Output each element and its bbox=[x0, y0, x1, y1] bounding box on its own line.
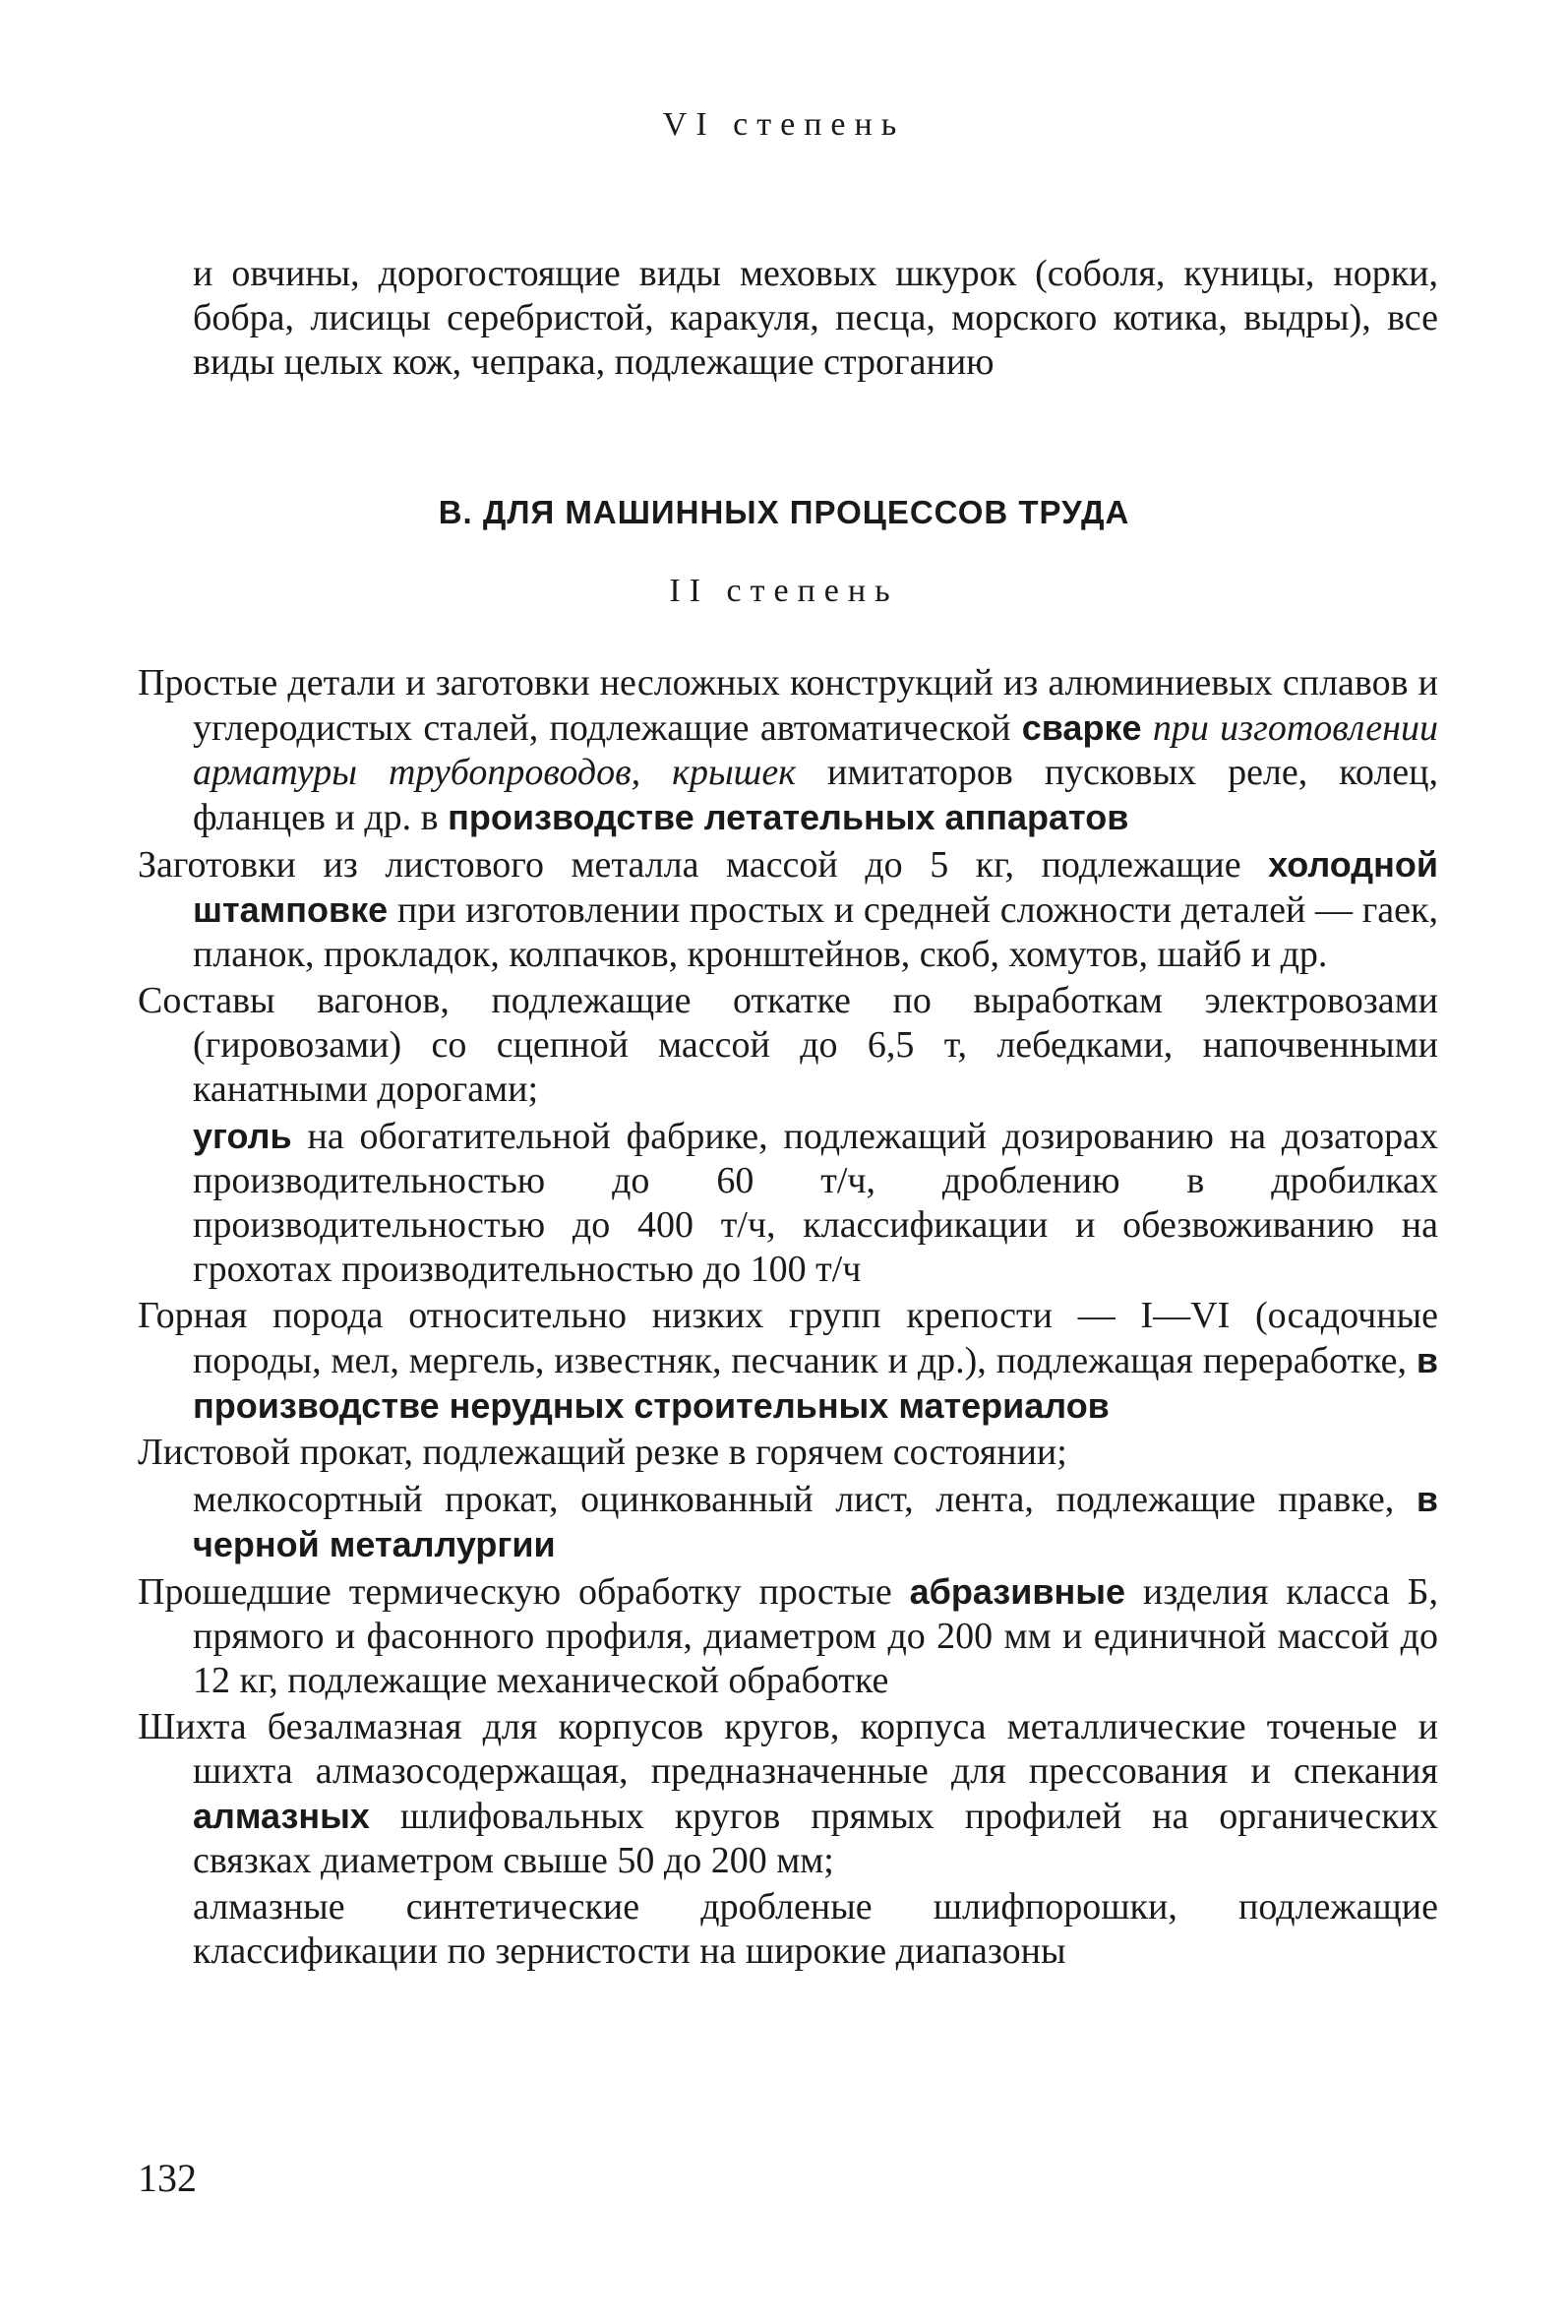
entry-text: Горная порода относительно низких групп крепости — I—VI (осадочные породы, мел, мергель, известняк, песчаник и др.), подлежащая переработке, bbox=[138, 1295, 1438, 1381]
entry-bold-term: алмазных bbox=[193, 1796, 370, 1836]
entry-text: мелкосортный прокат, оцинкованный лист, лента, подлежащие правке, bbox=[193, 1479, 1417, 1520]
entry-text: при изготовлении простых и средней сложности деталей — гаек, планок, прокладок, колпачков, кронштейнов, скоб, хомутов, шайб и др. bbox=[193, 889, 1438, 975]
entry-text: Заготовки из листового металла массой до 5 кг, подлежащие bbox=[138, 844, 1269, 886]
page-number: 132 bbox=[138, 2156, 197, 2200]
section-title: В. ДЛЯ МАШИННЫХ ПРОЦЕССОВ ТРУДА bbox=[438, 494, 1130, 530]
entry-text: Шихта безалмазная для корпусов кругов, корпуса металлические точеные и шихта алмазосодержащая, предназначенные для прессования и спекания bbox=[138, 1706, 1438, 1792]
entry-coal bbox=[138, 1114, 1438, 1292]
entry-bold-term: в черной металлургии bbox=[193, 1479, 1438, 1564]
entry-rock bbox=[138, 1294, 1438, 1429]
entry-charge bbox=[138, 1705, 1438, 1883]
degree-heading-vi: VI степень bbox=[662, 106, 906, 143]
entry-bold-term: сварке bbox=[1021, 707, 1142, 748]
entry-bold-term: абразивные bbox=[909, 1571, 1125, 1612]
entry-italic-text: при изготовлении арматуры трубопроводов, крышек bbox=[193, 707, 1438, 793]
entry-text: Составы вагонов, подлежащие откатке по выработкам электровозами (гировозами) со сцепной массой до 6,5 т, лебедками, напочвенными канатными дорогами; bbox=[138, 980, 1438, 1110]
entry-text: имитаторов пусковых реле, колец, фланцев и др. в bbox=[193, 752, 1439, 838]
entry-text: на обогатительной фабрике, подлежащий дозированию на дозаторах производительностью до 60 т/ч, дроблению в дробилках производительностью до 400 т/ч, классификации и обезвоживанию на грохотах производительностью до 100 т/ч bbox=[193, 1116, 1438, 1290]
entry-text: Простые детали и заготовки несложных конструкций из алюминиевых сплавов и углеродистых сталей, подлежащие автоматической bbox=[138, 662, 1438, 749]
entry-bold-term: в производстве нерудных строительных материалов bbox=[193, 1340, 1438, 1426]
entry-aircraft-welding bbox=[138, 661, 1438, 840]
entry-bold-term: холодной штамповке bbox=[193, 844, 1438, 930]
entry-text: изделия класса Б, прямого и фасонного профиля, диаметром до 200 мм и единичной массой до 12 кг, подлежащие механической обработке bbox=[193, 1571, 1438, 1701]
entries-list bbox=[138, 661, 1438, 1976]
entry-abrasive bbox=[138, 1569, 1438, 1703]
entry-sheet-rolling bbox=[138, 1431, 1438, 1475]
entry-diamond-powders bbox=[138, 1885, 1438, 1974]
entry-text: алмазные синтетические дробленые шлифпорошки, подлежащие классификации по зернистости на широкие диапазоны bbox=[193, 1886, 1438, 1972]
entry-small-section bbox=[138, 1477, 1438, 1567]
entry-text: Листовой прокат, подлежащий резке в горячем состоянии; bbox=[138, 1432, 1067, 1473]
entry-bold-term: производстве летательных аппаратов bbox=[448, 797, 1129, 837]
entry-text: Прошедшие термическую обработку простые bbox=[138, 1571, 910, 1613]
degree-heading-ii: II степень bbox=[669, 573, 899, 609]
entry-cold-stamping bbox=[138, 842, 1438, 977]
entry-wagon-trains bbox=[138, 979, 1438, 1112]
intro-paragraph: и овчины, дорогостоящие виды меховых шкурок (соболя, куницы, норки, бобра, лисицы серебристой, каракуля, песца, морского котика, выдры), все виды целых кож, чепрака, подлежащие строганию bbox=[193, 253, 1438, 383]
entry-text: шлифовальных кругов прямых профилей на органических связках диаметром свыше 50 до 200 мм; bbox=[193, 1796, 1438, 1881]
entry-bold-term: уголь bbox=[193, 1116, 292, 1156]
